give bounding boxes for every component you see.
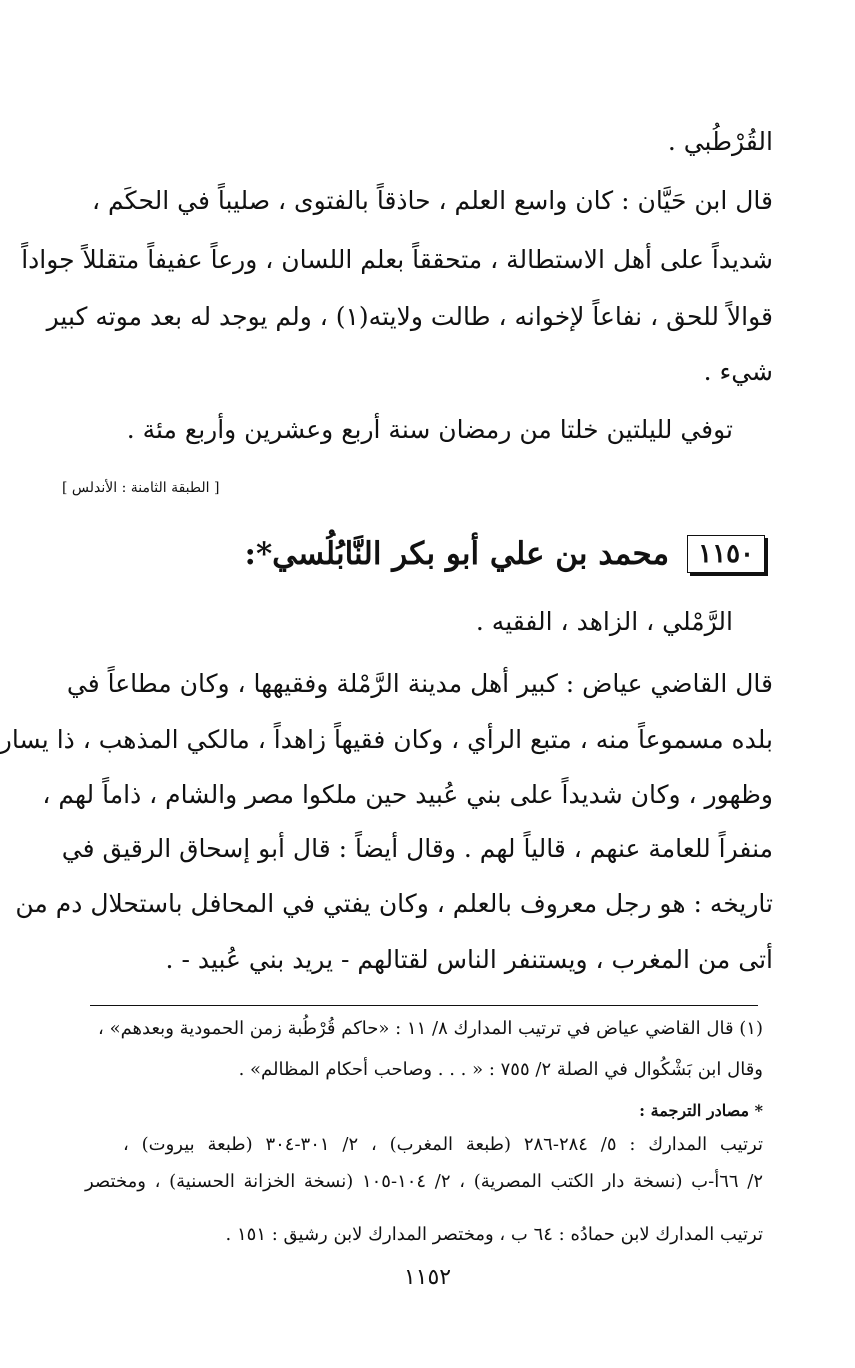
body-line: توفي لليلتين خلتا من رمضان سنة أربع وعشرين وأربع مئة . [126,415,733,444]
body-line: القُرْطُبي . [667,127,773,156]
body-line: تاريخه : هو رجل معروف بالعلم ، وكان يفتي في المحافل باستحلال دم من [15,889,773,918]
body-line: قال القاضي عياض : كبير أهل مدينة الرَّمْلة وفقيهها ، وكان مطاعاً في [66,669,773,698]
body-line: أتى من المغرب ، ويستنفر الناس لقتالهم - يريد بني عُبيد - . [165,945,773,974]
running-title: [ الطبقة الثامنة : الأندلس ] [62,480,220,496]
body-line: قوالاً للحق ، نفاعاً لإخوانه ، طالت ولايته(١) ، ولم يوجد له بعد موته كبير [46,302,773,331]
body-line: شيء . [703,357,773,386]
body-line: منفراً للعامة عنهم ، قالياً لهم . وقال أيضاً : قال أبو إسحاق الرقيق في [61,834,773,863]
entry-number-box: ١١٥٠ [687,535,765,573]
source-line: ترتيب المدارك : ٥/ ٢٨٤-٢٨٦ (طبعة المغرب) ، ٢/ ٣٠١-٣٠٤ (طبعة بيروت) ، [123,1134,763,1155]
body-line: بلده مسموعاً منه ، متبع الرأي ، وكان فقيهاً زاهداً ، مالكي المذهب ، ذا يسار [0,725,773,754]
entry-title: محمد بن علي أبو بكر النَّابُلُسي*: [244,536,670,572]
footnote-line: وقال ابن بَشْكُوال في الصلة ٢/ ٧٥٥ : « . . . وصاحب أحكام المظالم» . [238,1059,763,1080]
entry-heading [245,526,765,582]
footnote-separator [90,1005,758,1006]
page-number: ١١٥٢ [403,1265,452,1290]
body-line: شديداً على أهل الاستطالة ، متحققاً بعلم اللسان ، ورعاً عفيفاً متقللاً جواداً [21,245,773,274]
body-line: وظهور ، وكان شديداً على بني عُبيد حين ملكوا مصر والشام ، ذاماً لهم ، [42,780,773,809]
source-line: ٢/ ٦٦أ-ب (نسخة دار الكتب المصرية) ، ٢/ ١٠٤-١٠٥ (نسخة الخزانة الحسنية) ، ومختصر [85,1171,763,1192]
sources-heading: * مصادر الترجمة : [639,1101,763,1120]
source-line: ترتيب المدارك لابن حمادُه : ٦٤ ب ، ومختصر المدارك لابن رشيق : ١٥١ . [225,1224,763,1245]
body-line: قال ابن حَيَّان : كان واسع العلم ، حاذقاً بالفتوى ، صليباً في الحكَم ، [92,186,773,215]
body-line: الرَّمْلي ، الزاهد ، الفقيه . [475,607,733,636]
footnote-line: (١) قال القاضي عياض في ترتيب المدارك ٨/ ١١ : «حاكم قُرْطُبة زمن الحمودية وبعدهم» ، [98,1018,763,1039]
